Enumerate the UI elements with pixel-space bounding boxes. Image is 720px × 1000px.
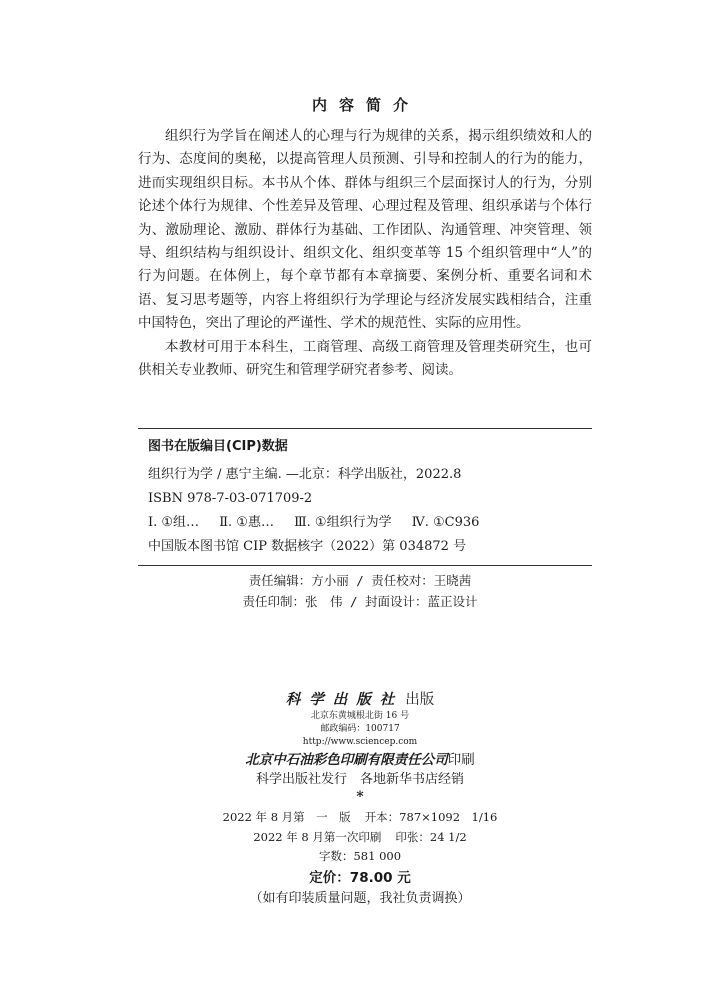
separator-star: * — [356, 789, 364, 805]
cip-class-item: Ⅰ. ①组… — [148, 515, 200, 530]
printer-suffix: 印刷 — [447, 752, 475, 768]
publisher-line — [0, 688, 720, 709]
credits-production: 责任印制：张 伟 / 封面设计：蓝正设计 — [242, 594, 478, 609]
cip-class-item: Ⅲ. ①组织行为学 — [294, 515, 392, 530]
publisher-address: 北京东黄城根北街 16 号 — [310, 711, 410, 721]
cip-record: 组织行为学 / 惠宁主编. —北京：科学出版社，2022.8 — [148, 467, 462, 482]
quality-note: （如有印装质量问题，我社负责调换） — [249, 891, 471, 906]
edition-date: 2022 年 8 月第 一 版 — [222, 810, 351, 824]
summary-section — [138, 125, 592, 382]
edition-line — [0, 809, 720, 825]
print-sheets: 印张：24 1/2 — [395, 830, 467, 844]
cip-class-item: Ⅱ. ①惠… — [219, 515, 274, 530]
summary-paragraph-1: 组织行为学旨在阐述人的心理与行为规律的关系，揭示组织绩效和人的行为、态度间的奥秘，以提高管理人员预测、引导和控制人的行为的能力，进而实现组织目标。本书从个体、群体与组织三个层面探讨人的行为，分别论述个体行为规律、个性差异及管理、心理过程及管理、组织承诺与个体行为、激励理论、激励、群体行为基础、工作团队、沟通管理、冲突管理、领导、组织结构与组织设计、组织文化、组织变革等 15 个组织管理中“人”的行为问题。在体例上，每个章节都有本章摘要、案例分析、重要名词和术语、复习思考题等，内容上将组织行为学理论与经济发展实践相结合，注重中国特色，突出了理论的严谨性、学术的规范性、实际的应用性。 — [138, 128, 592, 332]
format-size: 开本：787×1092 1/16 — [364, 810, 498, 824]
printing-date: 2022 年 8 月第一次印刷 — [253, 830, 382, 844]
publisher-name: 科学出版社 — [285, 691, 404, 708]
publisher-suffix: 出版 — [405, 692, 435, 708]
printer-line — [0, 748, 720, 768]
printer-name: 北京中石油彩色印刷有限责任公司 — [245, 752, 448, 768]
credits-editors: 责任编辑：方小丽 / 责任校对：王晓茜 — [248, 573, 472, 588]
price: 定价：78.00 元 — [309, 870, 411, 886]
credits — [0, 570, 720, 612]
publisher-url: http://www.sciencep.com — [302, 737, 418, 747]
publisher-postal-code: 邮政编码：100717 — [320, 724, 400, 734]
cip-classification — [148, 511, 592, 535]
printing-line — [0, 829, 720, 845]
summary-paragraph-2: 本教材可用于本科生，工商管理、高级工商管理及管理类研究生，也可供相关专业教师、研究生和管理学研究者参考、阅读。 — [138, 338, 592, 379]
cip-class-item: Ⅳ. ①C936 — [411, 515, 480, 530]
cip-title: 图书在版编目(CIP)数据 — [148, 439, 288, 454]
cip-isbn: ISBN 978-7-03-071709-2 — [148, 491, 313, 506]
cip-data-box — [138, 428, 592, 566]
word-count: 字数：581 000 — [318, 849, 402, 863]
cip-library-number: 中国版本图书馆 CIP 数据核字（2022）第 034872 号 — [148, 539, 467, 554]
page-title: 内容简介 — [311, 96, 420, 114]
distribution-line: 科学出版社发行 各地新华书店经销 — [255, 772, 464, 787]
